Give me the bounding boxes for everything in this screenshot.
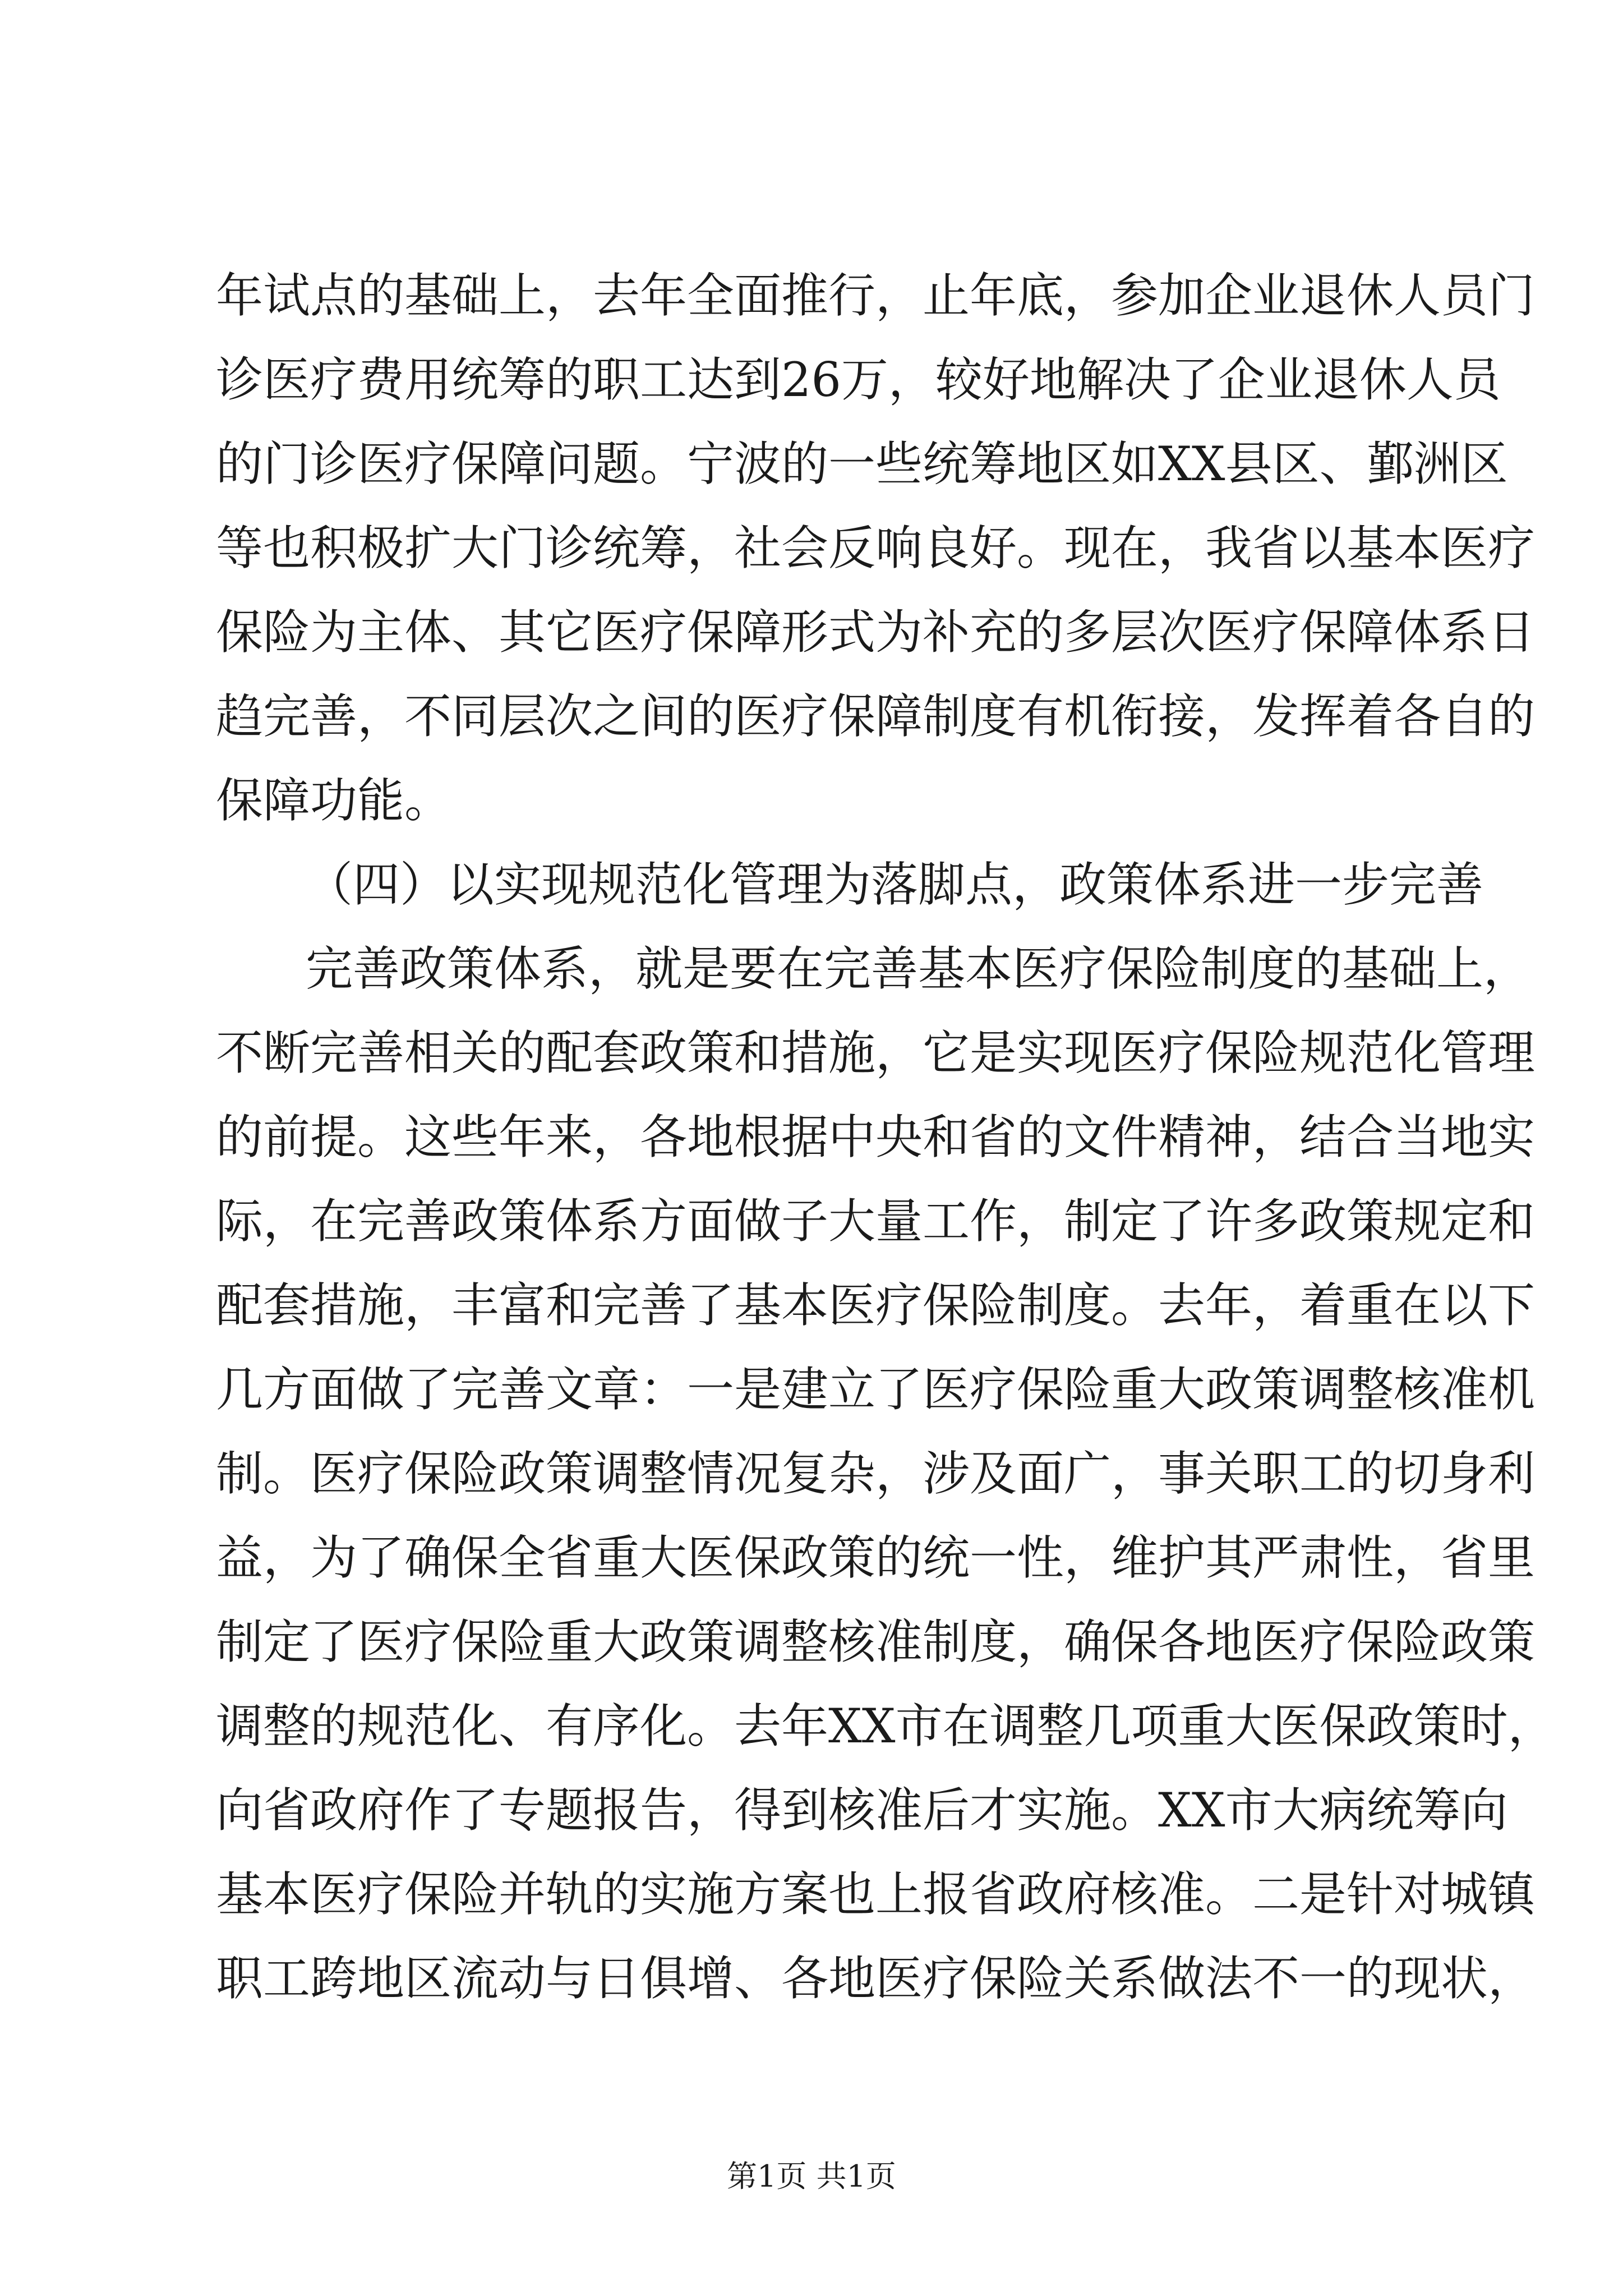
page-footer bbox=[0, 2157, 1623, 2196]
text-line: 完善政策体系，就是要在完善基本医疗保险制度的基础上， bbox=[306, 941, 1531, 996]
text-line: 年试点的基础上，去年全面推行，止年底，参加企业退休人员门 bbox=[216, 268, 1536, 323]
page-number-label: 第1页 共1页 bbox=[727, 2159, 896, 2194]
text-line: 的前提。这些年来，各地根据中央和省的文件精神，结合当地实 bbox=[216, 1110, 1536, 1165]
text-line: 诊医疗费用统筹的职工达到26万，较好地解决了企业退休人员 bbox=[216, 352, 1501, 407]
text-line: 向省政府作了专题报告，得到核准后才实施。XX市大病统筹向 bbox=[216, 1783, 1508, 1838]
text-line: 保障功能。 bbox=[216, 773, 452, 828]
text-line: 制。医疗保险政策调整情况复杂，涉及面广，事关职工的切身利 bbox=[216, 1446, 1536, 1501]
text-line: 趋完善，不同层次之间的医疗保障制度有机衔接，发挥着各自的 bbox=[216, 689, 1536, 744]
section-heading: （四）以实现规范化管理为落脚点，政策体系进一步完善 bbox=[306, 857, 1484, 912]
text-line: 不断完善相关的配套政策和措施，它是实现医疗保险规范化管理 bbox=[216, 1025, 1536, 1080]
text-line: 益，为了确保全省重大医保政策的统一性，维护其严肃性，省里 bbox=[216, 1530, 1536, 1585]
text-line: 保险为主体、其它医疗保障形式为补充的多层次医疗保障体系日 bbox=[216, 605, 1536, 660]
text-line: 配套措施，丰富和完善了基本医疗保险制度。去年，着重在以下 bbox=[216, 1278, 1536, 1333]
text-line: 制定了医疗保险重大政策调整核准制度，确保各地医疗保险政策 bbox=[216, 1614, 1536, 1669]
text-line: 几方面做了完善文章：一是建立了医疗保险重大政策调整核准机 bbox=[216, 1362, 1536, 1417]
text-line: 的门诊医疗保障问题。宁波的一些统筹地区如XX县区、鄞洲区 bbox=[216, 436, 1508, 491]
text-line: 职工跨地区流动与日俱增、各地医疗保险关系做法不一的现状， bbox=[216, 1951, 1536, 2006]
document-body bbox=[216, 254, 1555, 2021]
text-line: 基本医疗保险并轨的实施方案也上报省政府核准。二是针对城镇 bbox=[216, 1867, 1536, 1922]
text-line: 等也积极扩大门诊统筹，社会反响良好。现在，我省以基本医疗 bbox=[216, 521, 1536, 576]
text-line: 际，在完善政策体系方面做子大量工作，制定了许多政策规定和 bbox=[216, 1194, 1536, 1249]
text-line: 调整的规范化、有序化。去年XX市在调整几项重大医保政策时， bbox=[216, 1699, 1555, 1754]
